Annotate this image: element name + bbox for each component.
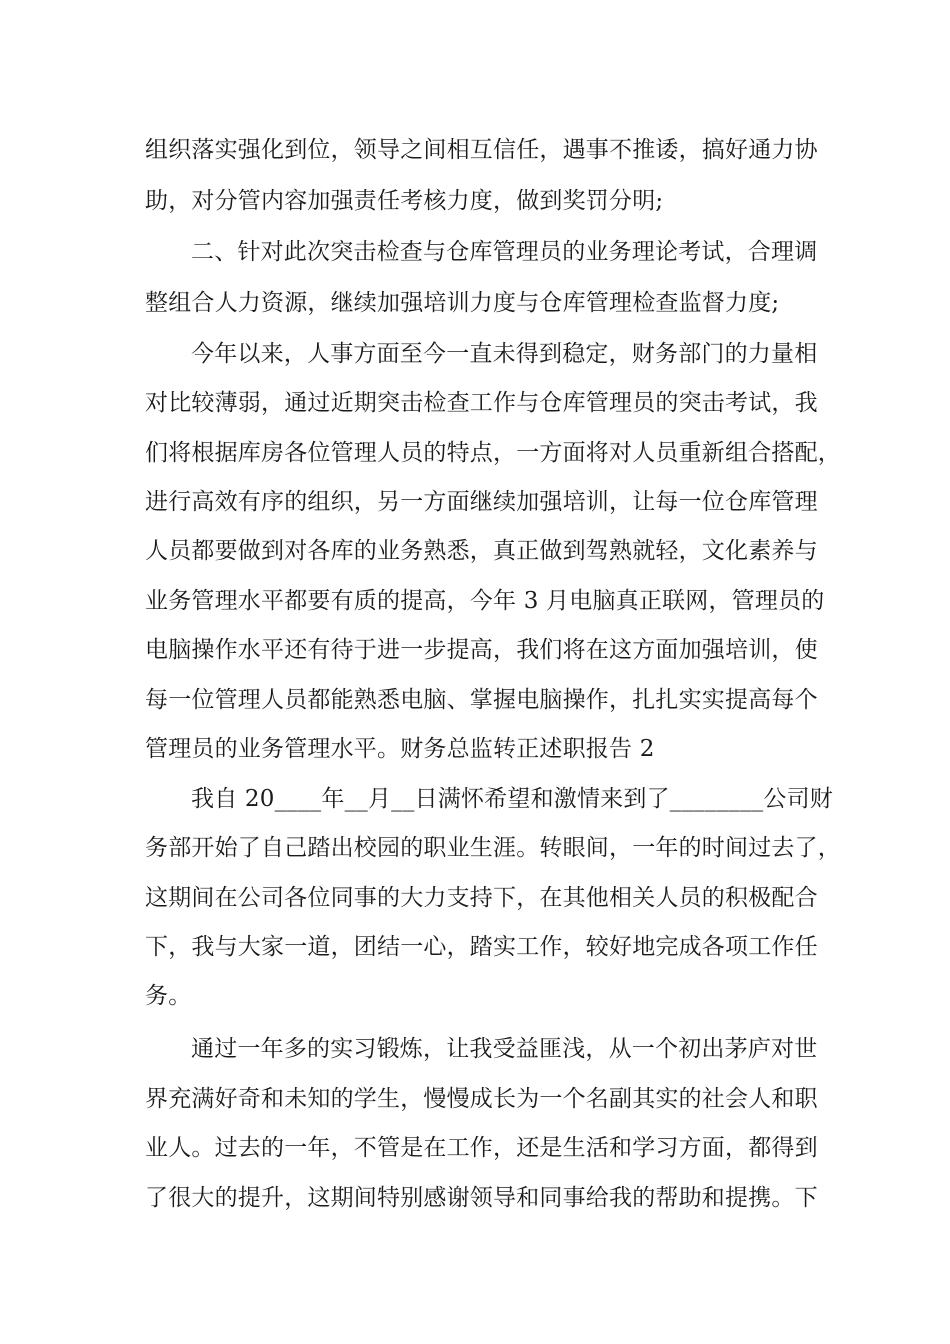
text-line: 业人。过去的一年，不管是在工作，还是生活和学习方面，都得到	[145, 1135, 818, 1161]
text-line: 对比较薄弱，通过近期突击检查工作与仓库管理员的突击考试，我	[145, 390, 818, 416]
paragraph-first-line: 通过一年多的实习锻炼，让我受益匪浅，从一个初出茅庐对世	[191, 1036, 818, 1062]
text-line: 人员都要做到对各库的业务熟悉，真正做到驾熟就轻，文化素养与	[145, 538, 818, 564]
paragraph-first-line: 二、针对此次突击检查与仓库管理员的业务理论考试，合理调	[191, 239, 818, 265]
text-line: 组织落实强化到位，领导之间相互信任，遇事不推诿，搞好通力协	[145, 137, 818, 163]
text-line: 每一位管理人员都能熟悉电脑、掌握电脑操作，扎扎实实提高每个	[145, 687, 818, 713]
paragraph-first-line: 我自 20____年__月__日满怀希望和激情来到了________公司财	[191, 786, 833, 812]
text-line: 业务管理水平都要有质的提高，今年 3 月电脑真正联网，管理员的	[145, 588, 825, 614]
text-line: 务。	[145, 983, 192, 1009]
text-line: 下，我与大家一道，团结一心，踏实工作，较好地完成各项工作任	[145, 934, 818, 960]
text-line: 管理员的业务管理水平。财务总监转正述职报告 2	[145, 736, 655, 762]
text-line: 们将根据库房各位管理人员的特点，一方面将对人员重新组合搭配，	[145, 440, 841, 466]
text-line: 整组合人力资源，继续加强培训力度与仓库管理检查监督力度;	[145, 290, 780, 316]
text-line: 助，对分管内容加强责任考核力度，做到奖罚分明;	[145, 188, 664, 214]
text-line: 界充满好奇和未知的学生，慢慢成长为一个名副其实的社会人和职	[145, 1086, 818, 1112]
text-line: 务部开始了自己踏出校园的职业生涯。转眼间，一年的时间过去了，	[145, 835, 841, 861]
text-line: 进行高效有序的组织，另一方面继续加强培训，让每一位仓库管理	[145, 489, 818, 515]
text-line: 这期间在公司各位同事的大力支持下，在其他相关人员的积极配合	[145, 885, 818, 911]
paragraph-first-line: 今年以来，人事方面至今一直未得到稳定，财务部门的力量相	[191, 341, 818, 367]
text-line: 电脑操作水平还有待于进一步提高，我们将在这方面加强培训，使	[145, 637, 818, 663]
text-line: 了很大的提升，这期间特别感谢领导和同事给我的帮助和提携。下	[145, 1185, 818, 1211]
